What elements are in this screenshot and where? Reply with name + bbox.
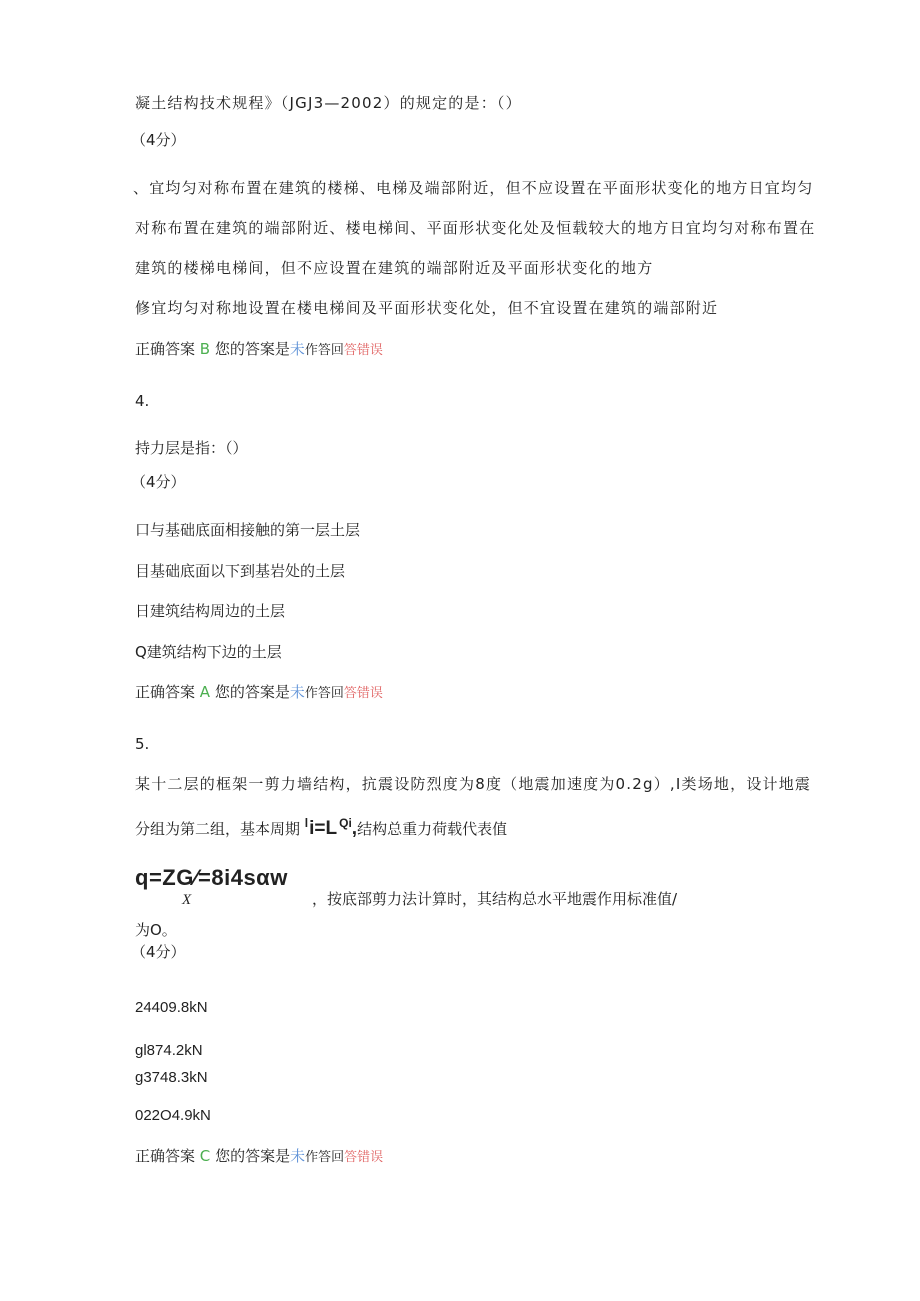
q4-result xyxy=(135,685,383,700)
q3-stem: 凝土结构技术规程》（JGJ3—2002）的规定的是：（） xyxy=(135,94,522,112)
q3-option-b[interactable]: 对称布置在建筑的端部附近、楼电梯间、平面形状变化处及恒载较大的地方日宜均匀对称布置在 xyxy=(135,219,816,237)
your-answer-label: 您的答案是 xyxy=(214,340,290,358)
correct-answer-value: C xyxy=(199,1147,211,1165)
correct-answer-label: 正确答案 xyxy=(135,683,196,701)
your-answer-value: 未 xyxy=(289,340,305,358)
q5-number: 5. xyxy=(135,735,150,753)
q4-number: 4. xyxy=(135,392,150,410)
q5-stem-line1: 某十二层的框架一剪力墙结构，抗震设防烈度为8度（地震加速度为0.2g）,I类场地，设计地震 xyxy=(135,775,812,793)
q3-score: （4分） xyxy=(131,131,186,149)
your-answer-value: 未 xyxy=(290,1147,306,1165)
your-answer-label: 您的答案是 xyxy=(215,1147,291,1165)
q3-option-a[interactable]: 、宜均匀对称布置在建筑的楼梯、电梯及端部附近，但不应设置在平面形状变化的地方日宜均匀 xyxy=(133,179,814,197)
correct-answer-value: A xyxy=(199,683,211,701)
q5-stem-line2-a: 分组为第二组，基本周期 xyxy=(135,820,301,838)
gravity-load-formula: q=ZG⁄=8i4sαw xyxy=(135,865,288,890)
answer-status-mid: 作答回 xyxy=(304,686,344,701)
formula-subscript-x: X xyxy=(182,892,192,908)
q5-option-c[interactable]: g3748.3kN xyxy=(135,1069,208,1086)
q4-option-b[interactable]: 目基础底面以下到基岩处的土层 xyxy=(135,562,346,580)
q5-score: （4分） xyxy=(131,943,186,961)
q4-option-d[interactable]: Q建筑结构下边的土层 xyxy=(135,643,282,661)
q5-result xyxy=(135,1149,383,1164)
your-answer-value: 未 xyxy=(289,683,305,701)
q5-option-d[interactable]: 022O4.9kN xyxy=(135,1107,211,1124)
q5-option-a[interactable]: 24409.8kN xyxy=(135,999,208,1016)
answer-status: 答错误 xyxy=(343,686,383,701)
q4-stem: 持力层是指：（） xyxy=(135,439,248,457)
q5-stem-line2 xyxy=(135,817,507,838)
answer-status: 答错误 xyxy=(344,1150,384,1165)
correct-answer-label: 正确答案 xyxy=(135,1147,196,1165)
q4-option-c[interactable]: 日建筑结构周边的土层 xyxy=(135,602,286,620)
q4-score: （4分） xyxy=(131,473,186,491)
answer-status-mid: 作答回 xyxy=(305,1150,345,1165)
q3-option-d[interactable]: 修宜均匀对称地设置在楼电梯间及平面形状变化处，但不宜设置在建筑的端部附近 xyxy=(135,299,719,317)
q4-option-a[interactable]: 口与基础底面相接触的第一层土层 xyxy=(135,521,361,539)
q3-result xyxy=(135,342,383,357)
answer-status: 答错误 xyxy=(343,343,383,358)
correct-answer-label: 正确答案 xyxy=(135,340,196,358)
q3-option-c[interactable]: 建筑的楼梯电梯间，但不应设置在建筑的端部附近及平面形状变化的地方 xyxy=(135,259,654,277)
q5-stem-line4: 为O。 xyxy=(135,921,177,939)
your-answer-label: 您的答案是 xyxy=(214,683,290,701)
q5-stem-line3: ，按底部剪力法计算时，其结构总水平地震作用标准值/ xyxy=(312,890,678,908)
answer-status-mid: 作答回 xyxy=(304,343,344,358)
period-formula: $^l$i=L $^{Qi}$, xyxy=(304,816,358,839)
correct-answer-value: B xyxy=(199,340,211,358)
q5-stem-line2-b: 结构总重力荷载代表值 xyxy=(357,820,508,838)
q5-option-b[interactable]: gl874.2kN xyxy=(135,1042,203,1059)
